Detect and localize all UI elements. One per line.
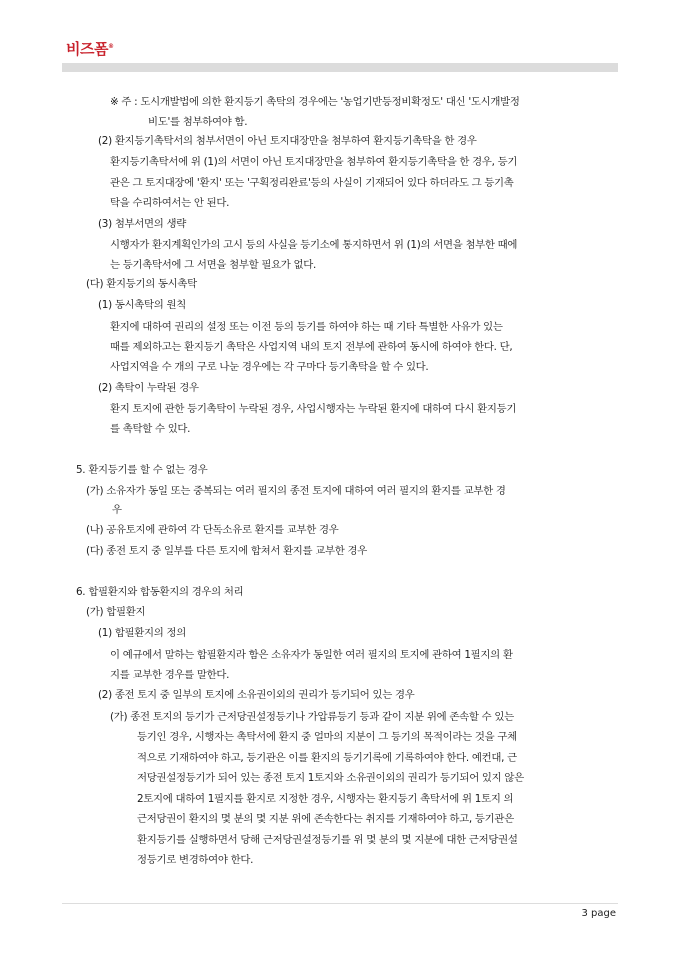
note-line: ※ 주 : 도시개발법에 의한 환지등기 촉탁의 경우에는 '농업기반등정비확정도' 대신 '도시개발정 bbox=[110, 96, 520, 108]
subsection-heading: (1) 합필환지의 정의 bbox=[98, 627, 186, 639]
subsection-heading: (2) 촉탁이 누락된 경우 bbox=[98, 382, 199, 394]
subsection-heading: (1) 동시촉탁의 원칙 bbox=[98, 299, 186, 311]
subsection-heading: (2) 종전 토지 중 일부의 토지에 소유권이외의 권리가 등기되어 있는 경우 bbox=[98, 689, 415, 701]
section-heading: 5. 환지등기를 할 수 없는 경우 bbox=[76, 464, 208, 476]
paragraph-line: 관은 그 토지대장에 '환지' 또는 '구획정리완료'등의 사실이 기재되어 있다 하더라도 그 등기촉 bbox=[110, 177, 514, 189]
paragraph-line: 2토지에 대하여 1필지를 환지로 지정한 경우, 시행자는 환지등기 촉탁서에 위 1토지 의 bbox=[137, 793, 514, 805]
paragraph-line: 사업지역을 수 개의 구로 나눈 경우에는 각 구마다 등기촉탁을 할 수 있다. bbox=[110, 361, 429, 373]
paragraph-line: 환지 토지에 관한 등기촉탁이 누락된 경우, 사업시행자는 누락된 환지에 대하여 다시 환지등기 bbox=[110, 403, 517, 415]
paragraph-line: 지를 교부한 경우를 말한다. bbox=[110, 669, 230, 681]
list-item: (다) 종전 토지 중 일부를 다른 토지에 합쳐서 환지를 교부한 경우 bbox=[86, 545, 367, 557]
paragraph-line: 탁을 수리하여서는 안 된다. bbox=[110, 197, 230, 209]
subsection-heading: (2) 환지등기촉탁서의 첨부서면이 아닌 토지대장만을 첨부하여 환지등기촉탁을 한 경우 bbox=[98, 135, 477, 147]
paragraph-line: 저당권설정등기가 되어 있는 종전 토지 1토지와 소유권이외의 권리가 등기되어 있지 않은 bbox=[137, 772, 524, 784]
footer-divider bbox=[62, 903, 618, 904]
section-heading: 6. 합필환지와 합동환지의 경우의 처리 bbox=[76, 586, 244, 598]
paragraph-line: 환지등기촉탁서에 위 (1)의 서면이 아닌 토지대장만을 첨부하여 환지등기촉탁을 한 경우, 등기 bbox=[110, 156, 518, 168]
header-bar bbox=[62, 63, 618, 72]
paragraph-line: 시행자가 환지계획인가의 고시 등의 사실을 등기소에 통지하면서 위 (1)의 서면을 첨부한 때에 bbox=[110, 239, 518, 251]
paragraph-line: (가) 종전 토지의 등기가 근저당권설정등기나 가압류등기 등과 같이 지분 위에 존속할 수 있는 bbox=[110, 711, 514, 723]
section-heading: (가) 합필환지 bbox=[86, 606, 146, 618]
page-number: 3 page bbox=[581, 908, 616, 919]
paragraph-line: 적으로 기재하여야 하고, 등기관은 이를 환지의 등기기록에 기록하여야 한다. 예컨대, 근 bbox=[137, 752, 517, 764]
paragraph-line: 를 촉탁할 수 있다. bbox=[110, 423, 191, 435]
subsection-heading: (3) 첨부서면의 생략 bbox=[98, 218, 186, 230]
list-item: 우 bbox=[112, 504, 122, 516]
paragraph-line: 근저당권이 환지의 몇 분의 몇 지분 위에 존속한다는 취지를 기재하여야 하고, 등기관은 bbox=[137, 813, 514, 825]
paragraph-line: 등기인 경우, 시행자는 촉탁서에 환지 중 얼마의 지분이 그 등기의 목적이라는 것을 구체 bbox=[137, 731, 517, 743]
paragraph-line: 환지에 대하여 권리의 설정 또는 이전 등의 등기를 하여야 하는 때 기타 특별한 사유가 있는 bbox=[110, 321, 503, 333]
list-item: (나) 공유토지에 관하여 각 단독소유로 환지를 교부한 경우 bbox=[86, 524, 339, 536]
paragraph-line: 정등기로 변경하여야 한다. bbox=[137, 854, 254, 866]
paragraph-line: 이 예규에서 말하는 합필환지라 함은 소유자가 동일한 여러 필지의 토지에 관하여 1필지의 환 bbox=[110, 649, 513, 661]
paragraph-line: 때를 제외하고는 환지등기 촉탁은 사업지역 내의 토지 전부에 관하여 동시에 하여야 한다. 단, bbox=[110, 341, 513, 353]
paragraph-line: 환지등기를 실행하면서 당해 근저당권설정등기를 위 몇 분의 몇 지분에 대한 근저당권설 bbox=[137, 834, 518, 846]
note-line: 비도'를 첨부하여야 함. bbox=[148, 116, 248, 128]
bizform-logo: 비즈폼® bbox=[66, 40, 114, 58]
section-heading: (다) 환지등기의 동시촉탁 bbox=[86, 278, 197, 290]
paragraph-line: 는 등기촉탁서에 그 서면을 첨부할 필요가 없다. bbox=[110, 259, 317, 271]
list-item: (가) 소유자가 동일 또는 중복되는 여러 필지의 종전 토지에 대하여 여러 필지의 환지를 교부한 경 bbox=[86, 485, 506, 497]
